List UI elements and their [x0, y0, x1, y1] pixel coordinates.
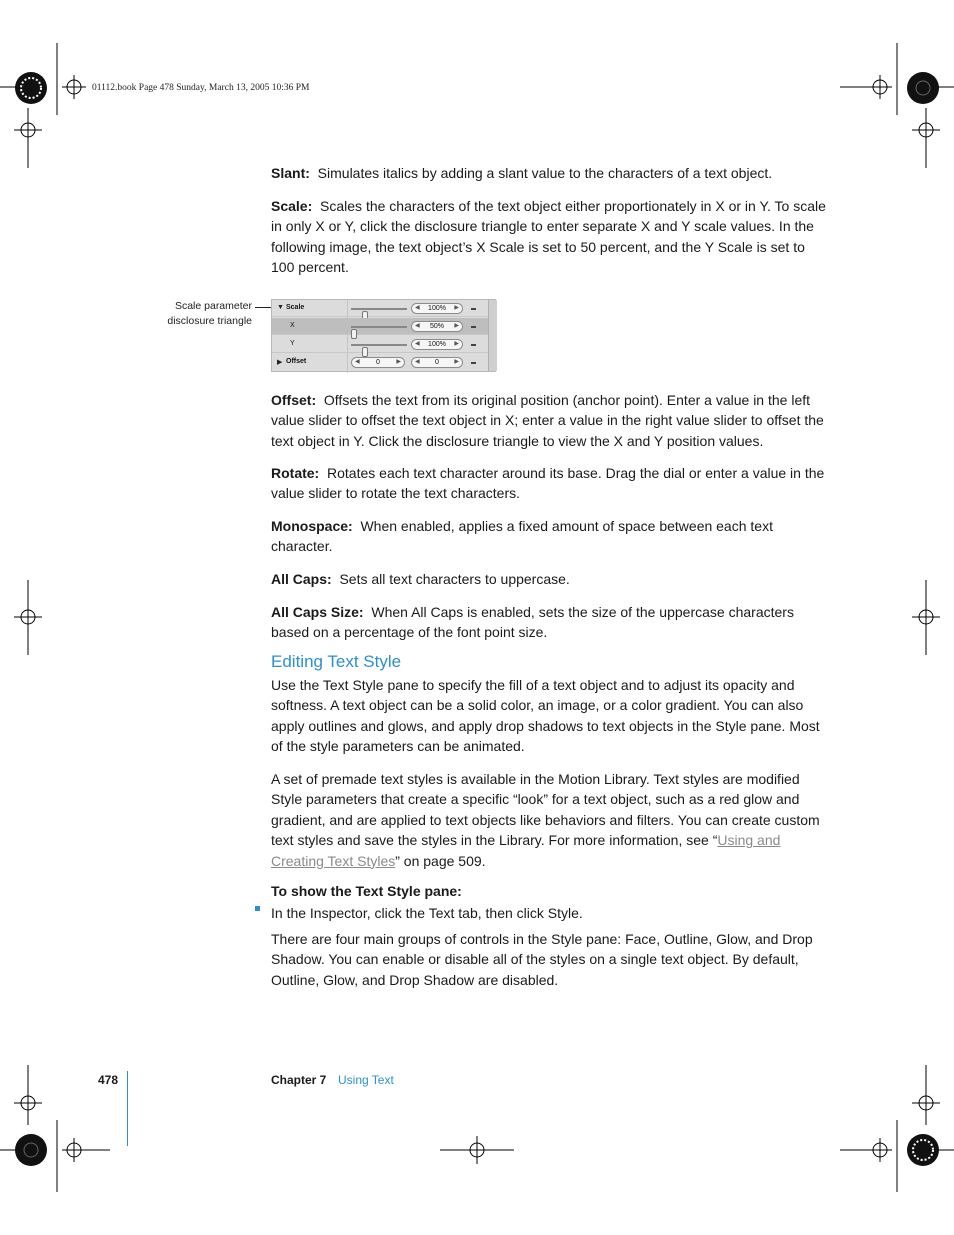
paragraph-slant — [271, 163, 827, 183]
param-row-x — [272, 318, 488, 335]
decrement-arrow-icon[interactable]: ◀ — [415, 359, 420, 365]
callout-leader-line — [255, 307, 272, 308]
paragraph-offset — [271, 390, 827, 451]
value-text: 100% — [428, 341, 446, 348]
value-text: 100% — [428, 305, 446, 312]
term-rotate: Rotate: — [271, 465, 320, 481]
decrement-arrow-icon[interactable]: ◀ — [355, 359, 360, 365]
disclosure-triangle-open-icon[interactable]: ▼ — [277, 304, 284, 311]
param-row-scale — [272, 300, 488, 317]
paragraph-allcaps — [271, 569, 827, 589]
term-slant: Slant: — [271, 165, 310, 181]
reset-dash-icon[interactable] — [471, 362, 476, 364]
print-stamp: 01112.book Page 478 Sunday, March 13, 2005 10:36 PM — [92, 83, 310, 93]
decrement-arrow-icon[interactable]: ◀ — [415, 323, 420, 329]
param-label: Y — [290, 340, 295, 347]
term-allcapssize: All Caps Size: — [271, 604, 364, 620]
increment-arrow-icon[interactable]: ▶ — [454, 341, 459, 347]
param-row-y — [272, 336, 488, 353]
reset-dash-icon[interactable] — [471, 326, 476, 328]
paragraph-intro: Use the Text Style pane to specify the fill of a text object and to adjust its opacity and softness. A text object can be a solid color, an image, or a color gradient. You can also apply outlines and glows, and apply drop shadows to text objects in the Style pane. Most of the style parameters can be animated. — [271, 677, 820, 755]
decrement-arrow-icon[interactable]: ◀ — [415, 341, 420, 347]
increment-arrow-icon[interactable]: ▶ — [454, 323, 459, 329]
offset-y-field[interactable] — [411, 357, 463, 368]
bullet-square-icon — [255, 906, 260, 911]
reset-dash-icon[interactable] — [471, 308, 476, 310]
value-text: 0 — [376, 359, 380, 366]
procedure-step: In the Inspector, click the Text tab, then click Style. — [271, 905, 583, 921]
param-label: Scale — [286, 304, 305, 311]
text-monospace: When enabled, applies a fixed amount of space between each text character. — [271, 518, 773, 555]
param-label: Offset — [286, 358, 307, 365]
decrement-arrow-icon[interactable]: ◀ — [415, 305, 420, 311]
footer-chapter: Chapter 7 — [271, 1073, 327, 1087]
text-allcapssize: When All Caps is enabled, sets the size of the uppercase characters based on a percentage of the font point size. — [271, 604, 794, 641]
paragraph-allcapssize — [271, 602, 827, 643]
paragraph-rotate — [271, 463, 827, 504]
footer-chapter-title: Using Text — [338, 1073, 394, 1087]
param-label: X — [290, 322, 295, 329]
figure-callout: Scale parameter disclosure triangle — [167, 300, 252, 327]
term-allcaps: All Caps: — [271, 571, 332, 587]
section-heading: Editing Text Style — [271, 652, 402, 671]
text-slant: Simulates italics by adding a slant value to the characters of a text object. — [317, 165, 773, 181]
term-scale: Scale: — [271, 198, 313, 214]
value-text: 0 — [435, 359, 439, 366]
paragraph-monospace — [271, 516, 827, 557]
y-slider[interactable] — [351, 344, 407, 346]
scale-slider[interactable] — [351, 308, 407, 310]
paragraph-groups: There are four main groups of controls in the Style pane: Face, Outline, Glow, and Drop Shadow. You can enable or disable all of the styles on a single text object. By default, Outline, Glow, and Drop Shadow are disabled. — [271, 931, 813, 988]
offset-x-field[interactable] — [351, 357, 405, 368]
increment-arrow-icon[interactable]: ▶ — [396, 359, 401, 365]
text-allcaps: Sets all text characters to uppercase. — [339, 571, 570, 587]
text-offset: Offsets the text from its original position (anchor point). Enter a value in the left value slider to offset the text object in X; enter a value in the right value slider to offset the text object in Y. Click the disclosure triangle to view the X and Y position values. — [271, 392, 824, 449]
term-monospace: Monospace: — [271, 518, 353, 534]
page-number: 478 — [98, 1073, 119, 1087]
footer-rule — [127, 1071, 128, 1146]
text-rotate: Rotates each text character around its base. Drag the dial or enter a value in the value slider to rotate the text characters. — [271, 465, 825, 502]
value-text: 50% — [429, 323, 444, 330]
term-offset: Offset: — [271, 392, 317, 408]
panel-scrollbar[interactable] — [488, 300, 497, 371]
cross-reference-link[interactable]: Using and Creating Text Styles — [271, 832, 781, 869]
text-scale: Scales the characters of the text object either proportionately in X or in Y. To scale in only X or Y, click the disclosure triangle to enter separate X and Y scale values. In the following image, the text object’s X Scale is set to 50 percent, and the Y Scale is set to 100 percent. — [271, 198, 826, 276]
inspector-figure — [271, 299, 496, 372]
x-value-field[interactable] — [411, 321, 463, 332]
paragraph-presets — [271, 769, 827, 871]
presets-text-after: ” on page 509. — [395, 852, 486, 869]
presets-text-before: A set of premade text styles is available in the Motion Library. Text styles are modified Style parameters that create a specific “look” for a text object, such as a red glow and gradient, and are applied to text objects like behaviors and filters. You can create custom text styles and save the styles in the Library. For more information, see “ — [271, 771, 820, 849]
y-value-field[interactable] — [411, 339, 463, 350]
paragraph-scale — [271, 196, 827, 278]
disclosure-triangle-closed-icon[interactable]: ▶ — [277, 359, 283, 366]
increment-arrow-icon[interactable]: ▶ — [454, 305, 459, 311]
reset-dash-icon[interactable] — [471, 344, 476, 346]
scale-value-field[interactable] — [411, 303, 463, 314]
procedure-title: To show the Text Style pane: — [271, 883, 462, 899]
increment-arrow-icon[interactable]: ▶ — [454, 359, 459, 365]
param-row-offset — [272, 354, 488, 371]
x-slider[interactable] — [351, 326, 407, 328]
